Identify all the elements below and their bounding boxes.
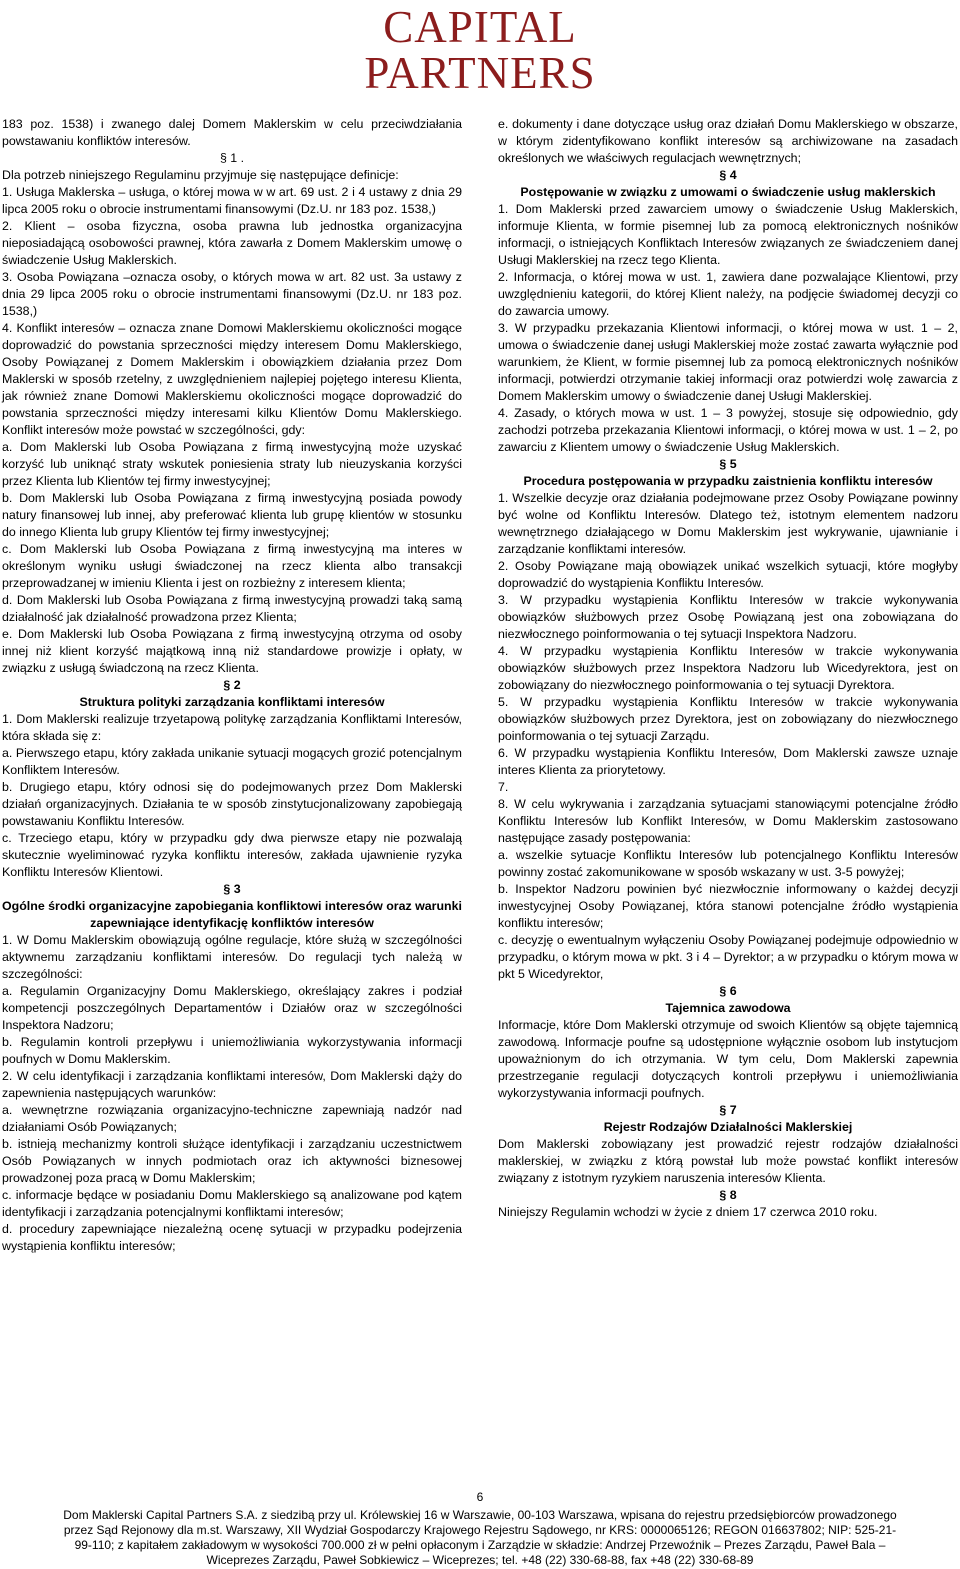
section-heading: Tajemnica zawodowa — [665, 1001, 791, 1015]
paragraph: 3. Osoba Powiązana –oznacza osoby, o których mowa w art. 82 ust. 3a ustawy z dnia 29 lipca 2005 roku o obrocie instrumentami finansowymi (Dz.U. nr 183 poz. 1538,) — [2, 270, 462, 318]
section-heading: Ogólne środki organizacyjne zapobiegania konfliktowi interesów oraz warunki zapewniające identyfikację konfliktów interesów — [2, 899, 462, 930]
right-column — [498, 116, 958, 1221]
section-heading: Rejestr Rodzajów Działalności Maklerskiej — [603, 1120, 853, 1134]
paragraph: 6. W przypadku wystąpienia Konfliktu Interesów, Dom Maklerski zawsze uznaje interes Klienta za priorytetowy. — [498, 746, 958, 777]
paragraph: b. Inspektor Nadzoru powinien być niezwłocznie informowany o każdej decyzji inwestycyjnej Osoby Powiązanej, która stanowi potencjalne źródło wystąpienia konfliktu interesów; — [498, 882, 958, 930]
section-heading: § 2 — [223, 678, 241, 692]
paragraph: 4. Konflikt interesów – oznacza znane Domowi Maklerskiemu okoliczności mogące doprowadzić do powstania sprzeczności między interesem Domu Maklerskiego, Osoby Powiązanej z Domem Maklerskim i obowiązkiem działania przez Dom Maklerski w sposób rzetelny, z uwzględnieniem najlepiej pojętego interesu Klienta, jak również znane Domowi Maklerskiemu okoliczności mogące doprowadzić do powstania sprzeczności między interesami kilku Klientów Domu Maklerskiego. Konflikt interesów może powstać w szczególności, gdy: — [2, 321, 462, 437]
paragraph: 1. W Domu Maklerskim obowiązują ogólne regulacje, które służą w szczególności aktywnemu zarządzaniu konfliktami interesów. Do regulacji tych należą w szczególności: — [2, 933, 462, 981]
company-logo — [348, 0, 612, 96]
paragraph: 183 poz. 1538) i zwanego dalej Domem Maklerskim w celu przeciwdziałania powstawaniu konfliktów interesów. — [2, 117, 462, 148]
footer-line-2: przez Sąd Rejonowy dla m.st. Warszawy, XII Wydział Gospodarczy Krajowego Rejestru Sądowego, nr KRS: 0000065126; REGON 016637802; NIP: 525-21- — [63, 1523, 897, 1537]
paragraph: 5. W przypadku wystąpienia Konfliktu Interesów w trakcie wykonywania obowiązków służbowych przez Dyrektora, jest on zobowiązany do niezwłocznego poinformowania o tej sytuacji Zarządu. — [498, 695, 958, 743]
paragraph: a. Dom Maklerski lub Osoba Powiązana z firmą inwestycyjną może uzyskać korzyść lub uniknąć straty wskutek poniesienia straty lub nieuzyskania korzyści przez Klienta lub Klientów tej firmy inwestycyjnej; — [2, 440, 462, 488]
paragraph: 7. — [498, 780, 509, 794]
footer-line-1: Dom Maklerski Capital Partners S.A. z siedzibą przy ul. Królewskiej 16 w Warszawie, 00-103 Warszawa, wpisana do rejestru przedsiębiorców prowadzonego — [63, 1508, 897, 1522]
footer-line-3: 99-110; z kapitałem zakładowym w wysokości 700.000 zł w pełni opłaconym i Zarządzie w składzie: Andrzej Przewoźnik – Prezes Zarządu, Paweł Bala – — [74, 1538, 886, 1552]
section-heading: Struktura polityki zarządzania konfliktami interesów — [79, 695, 385, 709]
paragraph: 1. Usługa Maklerska – usługa, o której mowa w w art. 69 ust. 2 i 4 ustawy z dnia 29 lipca 2005 roku o obrocie instrumentami finansowymi (Dz.U. nr 183 poz. 1538,) — [2, 185, 462, 216]
paragraph: Dom Maklerski zobowiązany jest prowadzić rejestr rodzajów działalności maklerskiej, w związku z którą powstał lub może powstać konflikt interesów związany z istotnym ryzykiem naruszenia interesów Klienta. — [498, 1137, 958, 1185]
paragraph: 4. W przypadku wystąpienia Konfliktu Interesów w trakcie wykonywania obowiązków służbowych przez Inspektora Nadzoru lub Wicedyrektora, jest on zobowiązany do niezwłocznego poinformowania o tej sytuacji Dyrektora. — [498, 644, 958, 692]
section-heading: § 7 — [719, 1103, 737, 1117]
logo-line-2: PARTNERS — [364, 48, 596, 98]
paragraph: b. Dom Maklerski lub Osoba Powiązana z firmą inwestycyjną posiada powody natury finansowej lub innej, aby preferować klienta lub grupę klientów w stosunku do innego Klienta lub grupy Klientów tej firmy inwestycyjnej; — [2, 491, 462, 539]
footer-line-4: Wiceprezes Zarządu, Paweł Sobkiewicz – Wiceprezes; tel. +48 (22) 330-68-88, fax +48 (22) 330-68-89 — [206, 1553, 754, 1567]
paragraph: b. Drugiego etapu, który odnosi się do podejmowanych przez Dom Maklerski działań organizacyjnych. Działania te w sposób zinstytucjonalizowany zapobiegają powstawaniu Konfliktu Interesów. — [2, 780, 462, 828]
section-heading: § 1 . — [219, 151, 245, 165]
page-number: 6 — [476, 1490, 484, 1504]
paragraph: 8. W celu wykrywania i zarządzania sytuacjami stanowiącymi potencjalne źródło Konfliktu Interesów lub Konflikt Interesów, w Domu Maklerskim zastosowano następujące zasady postępowania: — [498, 797, 958, 845]
left-column — [2, 116, 462, 1255]
paragraph: 2. W celu identyfikacji i zarządzania konfliktami interesów, Dom Maklerski dąży do zapewnienia następujących warunków: — [2, 1069, 462, 1100]
section-heading: § 4 — [719, 168, 737, 182]
section-heading: Procedura postępowania w przypadku zaistnienia konfliktu interesów — [523, 474, 933, 488]
paragraph: b. Regulamin kontroli przepływu i uniemożliwiania wykorzystywania informacji poufnych w Domu Maklerskim. — [2, 1035, 462, 1066]
paragraph: 1. Dom Maklerski przed zawarciem umowy o świadczenie Usług Maklerskich, informuje Klienta, w formie pisemnej lub za pomocą elektronicznych nośników informacji, o istniejących Konfliktach Interesów związanych ze świadczeniem danej Usługi Maklerskiej na rzecz tego Klienta. — [498, 202, 958, 267]
paragraph: 1. Wszelkie decyzje oraz działania podejmowane przez Osoby Powiązane powinny być wolne od Konfliktu Interesów. Dlatego też, istotnym elementem nadzoru wewnętrznego działającego w Domu Maklerskim jest wykrywanie, ujawnianie i zarządzanie konfliktami interesów. — [498, 491, 958, 556]
paragraph: c. Trzeciego etapu, który w przypadku gdy dwa pierwsze etapy nie pozwalają skutecznie wyeliminować ryzyka konfliktu interesów, zakłada ujawnienie ryzyka Konfliktu Interesów Klientowi. — [2, 831, 462, 879]
paragraph: a. Pierwszego etapu, który zakłada unikanie sytuacji mogących grozić potencjalnym Konfliktem Interesów. — [2, 746, 462, 777]
paragraph: d. procedury zapewniające niezależną ocenę sytuacji w przypadku podejrzenia wystąpienia konfliktu interesów; — [2, 1222, 462, 1253]
paragraph: e. dokumenty i dane dotyczące usług oraz działań Domu Maklerskiego w obszarze, w którym zidentyfikowano konflikt interesów są archiwizowane na zasadach określonych we właściwych regulacjach wewnętrznych; — [498, 117, 958, 165]
paragraph: 2. Klient – osoba fizyczna, osoba prawna lub jednostka organizacyjna nieposiadającą osobowości prawnej, która zawarła z Domem Maklerskim umowę o świadczenie Usług Maklerskich. — [2, 219, 462, 267]
footer — [0, 1508, 960, 1568]
paragraph: 3. W przypadku wystąpienia Konfliktu Interesów w trakcie wykonywania obowiązków służbowych przez Osobę Powiązaną jest ona zobowiązana do niezwłocznego poinformowania o tej sytuacji Inspektora Nadzoru. — [498, 593, 958, 641]
paragraph: d. Dom Maklerski lub Osoba Powiązana z firmą inwestycyjną prowadzi taką samą działalność jak działalność prowadzona przez Klienta; — [2, 593, 462, 624]
section-heading: § 3 — [223, 882, 241, 896]
paragraph: b. istnieją mechanizmy kontroli służące identyfikacji i zarządzaniu uczestnictwem Osób Powiązanych w innych podmiotach oraz ich aktywności biznesowej prowadzonej poza pracą w Domu Maklerskim; — [2, 1137, 462, 1185]
paragraph: 2. Osoby Powiązane mają obowiązek unikać wszelkich sytuacji, które mogłyby doprowadzić do wystąpienia Konfliktu Interesów. — [498, 559, 958, 590]
section-heading: Postępowanie w związku z umowami o świadczenie usług maklerskich — [520, 185, 936, 199]
paragraph: c. decyzję o ewentualnym wyłączeniu Osoby Powiązanej podejmuje odpowiednio w przypadku, o którym mowa w pkt. 3 i 4 – Dyrektor; a w przypadku o którym mowa w pkt 5 Wicedyrektor, — [498, 933, 958, 981]
paragraph: 4. Zasady, o których mowa w ust. 1 – 3 powyżej, stosuje się odpowiednio, gdy zachodzi potrzeba przekazania Klientowi informacji, o której mowa w ust. 1 – 2, po zawarciu z Klientem umowy o świadczenie Usług Maklerskich. — [498, 406, 958, 454]
paragraph: a. wszelkie sytuacje Konfliktu Interesów lub potencjalnego Konfliktu Interesów powinny zostać zakomunikowane w sposób wskazany w ust. 3-5 powyżej; — [498, 848, 958, 879]
paragraph: Informacje, które Dom Maklerski otrzymuje od swoich Klientów są objęte tajemnicą zawodową. Informacje poufne są udostępnione wyłącznie osobom lub instytucjom upoważnionym do ich otrzymania. W tym celu, Dom Maklerski zapewnia przestrzeganie regulacji dotyczących kontroli przepływu i uniemożliwiania wykorzystywania informacji poufnych. — [498, 1018, 958, 1100]
paragraph: c. informacje będące w posiadaniu Domu Maklerskiego są analizowane pod kątem identyfikacji i zarządzania potencjalnymi konfliktami interesów; — [2, 1188, 462, 1219]
paragraph: e. Dom Maklerski lub Osoba Powiązana z firmą inwestycyjną otrzyma od osoby innej niż klient korzyść majątkową inną niż standardowe prowizje i opłaty, w związku z usługą świadczoną na rzecz Klienta. — [2, 627, 462, 675]
paragraph: 3. W przypadku przekazania Klientowi informacji, o której mowa w ust. 1 – 2, umowa o świadczenie danej usługi Maklerskiej może zostać zawarta wyłącznie pod warunkiem, że Klient, w formie pisemnej lub za pomocą elektronicznych nośników informacji, potwierdzi otrzymanie takiej informacji oraz potwierdzi wolę zawarcia z Domem Maklerskim umowy o świadczenie danej Usługi Maklerskiej. — [498, 321, 958, 403]
paragraph: c. Dom Maklerski lub Osoba Powiązana z firmą inwestycyjną ma interes w określonym wyniku usługi świadczonej na rzecz klienta albo transakcji przeprowadzanej w imieniu Klienta i jest on rozbieżny z interesem klienta; — [2, 542, 462, 590]
paragraph: a. Regulamin Organizacyjny Domu Maklerskiego, określający zakres i podział kompetencji poszczególnych Departamentów i Działów oraz w szczególności Inspektora Nadzoru; — [2, 984, 462, 1032]
section-heading: § 6 — [719, 984, 737, 998]
section-heading: § 5 — [719, 457, 737, 471]
paragraph: a. wewnętrzne rozwiązania organizacyjno-techniczne zapewniają nadzór nad działaniami Osób Powiązanych; — [2, 1103, 462, 1134]
paragraph: 2. Informacja, o której mowa w ust. 1, zawiera dane pozwalające Klientowi, przy uwzględnieniu kategorii, do której Klient należy, na podjęcie świadomej decyzji co do zawarcia umowy. — [498, 270, 958, 318]
paragraph: 1. Dom Maklerski realizuje trzyetapową politykę zarządzania Konfliktami Interesów, która składa się z: — [2, 712, 462, 743]
section-heading: § 8 — [719, 1188, 737, 1202]
logo-line-1: CAPITAL — [383, 2, 577, 52]
paragraph: Niniejszy Regulamin wchodzi w życie z dniem 17 czerwca 2010 roku. — [498, 1205, 878, 1219]
paragraph: Dla potrzeb niniejszego Regulaminu przyjmuje się następujące definicje: — [2, 168, 399, 182]
